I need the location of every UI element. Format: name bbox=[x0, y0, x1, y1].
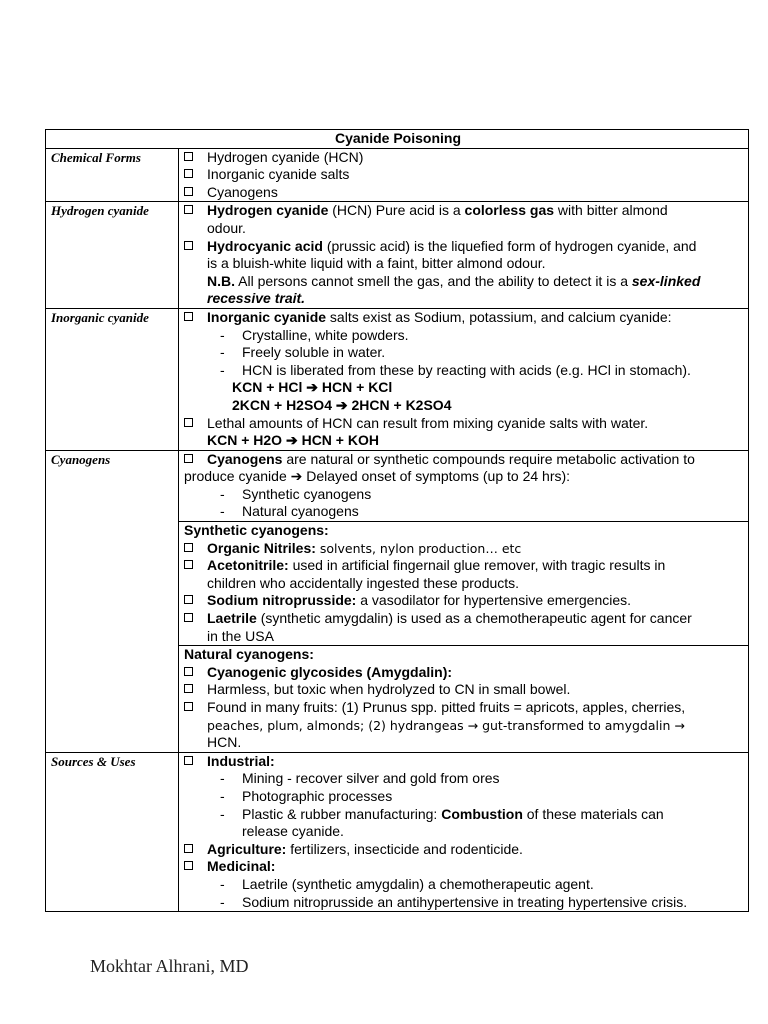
dash-item: - Sodium nitroprusside an antihypertensive in treating hypertensive crisis. bbox=[220, 893, 688, 910]
dash-item: - Synthetic cyanogens bbox=[220, 485, 372, 502]
dash-item: - Photographic processes bbox=[220, 787, 393, 804]
row-cyanogens bbox=[46, 450, 749, 521]
list-item: Agriculture: fertilizers, insecticide and rodenticide. bbox=[184, 841, 745, 859]
checkbox-bullet-icon bbox=[184, 560, 193, 569]
row-hydrogen-cyanide bbox=[46, 202, 749, 309]
content-cyanogens: Cyanogens are natural or synthetic compounds require metabolic activation to produce cyanide ➔ Delayed onset of symptoms (up to 24 hrs): - Synthetic cyanogens - Natural cyanogens bbox=[179, 450, 749, 521]
list-item: Organic Nitriles: solvents, nylon production… etc bbox=[184, 540, 745, 558]
list-item: Cyanogens are natural or synthetic compounds require metabolic activation to bbox=[184, 451, 745, 469]
list-item: Medicinal: bbox=[184, 858, 745, 876]
list-item: Hydrocyanic acid (prussic acid) is the liquefied form of hydrogen cyanide, and bbox=[184, 238, 745, 256]
list-item: Inorganic cyanide salts bbox=[184, 166, 745, 184]
list-item: Cyanogens bbox=[184, 184, 745, 202]
section-header: Synthetic cyanogens: bbox=[184, 522, 329, 539]
checkbox-bullet-icon bbox=[184, 312, 193, 321]
label-inorganic-cyanide: Inorganic cyanide bbox=[46, 308, 179, 450]
row-sources-uses bbox=[46, 752, 749, 911]
checkbox-bullet-icon bbox=[184, 844, 193, 853]
dash-item: - Laetrile (synthetic amygdalin) a chemotherapeutic agent. bbox=[220, 875, 594, 892]
row-chemical-forms bbox=[46, 148, 749, 202]
checkbox-bullet-icon bbox=[184, 454, 193, 463]
list-item: Industrial: bbox=[184, 753, 745, 771]
checkbox-bullet-icon bbox=[184, 756, 193, 765]
checkbox-bullet-icon bbox=[184, 684, 193, 693]
section-header: Natural cyanogens: bbox=[184, 646, 314, 663]
checkbox-bullet-icon bbox=[184, 613, 193, 622]
list-item: Lethal amounts of HCN can result from mixing cyanide salts with water. bbox=[184, 415, 745, 433]
list-item: Inorganic cyanide salts exist as Sodium, potassium, and calcium cyanide: bbox=[184, 309, 745, 327]
equation: KCN + H2O ➔ HCN + KOH bbox=[207, 432, 379, 449]
checkbox-bullet-icon bbox=[184, 667, 193, 676]
list-item: Hydrogen cyanide (HCN) bbox=[184, 149, 745, 167]
dash-item: - Freely soluble in water. bbox=[220, 344, 386, 361]
dash-item: - HCN is liberated from these by reacting with acids (e.g. HCl in stomach). bbox=[220, 361, 691, 378]
checkbox-bullet-icon bbox=[184, 861, 193, 870]
dash-item: - Crystalline, white powders. bbox=[220, 326, 409, 343]
checkbox-bullet-icon bbox=[184, 169, 193, 178]
list-item: Acetonitrile: used in artificial fingernail glue remover, with tragic results in bbox=[184, 557, 745, 575]
nb-note: N.B. All persons cannot smell the gas, and the ability to detect it is a sex-linked bbox=[207, 272, 701, 289]
list-item: Found in many fruits: (1) Prunus spp. pitted fruits = apricots, apples, cherries, bbox=[184, 699, 745, 717]
label-chemical-forms: Chemical Forms bbox=[46, 148, 179, 202]
equation: KCN + HCl ➔ HCN + KCl bbox=[232, 379, 393, 396]
table-title: Cyanide Poisoning bbox=[46, 130, 749, 149]
cyanide-table bbox=[45, 129, 749, 912]
list-item: Sodium nitroprusside: a vasodilator for hypertensive emergencies. bbox=[184, 592, 745, 610]
content-hydrogen-cyanide: Hydrogen cyanide (HCN) Pure acid is a colorless gas with bitter almond odour. Hydrocyanic acid (prussic acid) is the liquefied form of hydrogen cyanide, and is a bluish-white liquid with a faint, bitter almond odour. N.B. All persons cannot smell the gas, and the ability to detect it is a sex-linked recessive trait. bbox=[179, 202, 749, 309]
checkbox-bullet-icon bbox=[184, 418, 193, 427]
checkbox-bullet-icon bbox=[184, 152, 193, 161]
label-cyanogens: Cyanogens bbox=[46, 450, 179, 752]
list-item: Cyanogenic glycosides (Amygdalin): bbox=[184, 664, 745, 682]
checkbox-bullet-icon bbox=[184, 241, 193, 250]
row-inorganic-cyanide bbox=[46, 308, 749, 450]
list-item: Laetrile (synthetic amygdalin) is used as a chemotherapeutic agent for cancer bbox=[184, 610, 745, 628]
checkbox-bullet-icon bbox=[184, 702, 193, 711]
list-item: Hydrogen cyanide (HCN) Pure acid is a colorless gas with bitter almond bbox=[184, 202, 745, 220]
list-item: Harmless, but toxic when hydrolyzed to CN in small bowel. bbox=[184, 681, 745, 699]
content-synthetic-cyanogens: Synthetic cyanogens: Organic Nitriles: solvents, nylon production… etc Acetonitrile: used in artificial fingernail glue remover, with tragic results in children who accidentally ingested these products. Sodium nitroprusside: a vasodilator for hypertensive emergencies. Laetrile (synthetic amygdalin) is used as a chemotherapeutic agent for cancer in the USA bbox=[179, 522, 749, 646]
dash-item: - Mining - recover silver and gold from ores bbox=[220, 770, 500, 787]
content-inorganic-cyanide bbox=[179, 308, 749, 450]
equation: 2KCN + H2SO4 ➔ 2HCN + K2SO4 bbox=[232, 396, 452, 413]
content-chemical-forms bbox=[179, 148, 749, 202]
checkbox-bullet-icon bbox=[184, 543, 193, 552]
checkbox-bullet-icon bbox=[184, 205, 193, 214]
author-footer: Mokhtar Alhrani, MD bbox=[90, 956, 249, 976]
label-sources-uses: Sources & Uses bbox=[46, 752, 179, 911]
label-hydrogen-cyanide: Hydrogen cyanide bbox=[46, 202, 179, 309]
dash-item: - Plastic & rubber manufacturing: Combustion of these materials can bbox=[220, 805, 664, 822]
checkbox-bullet-icon bbox=[184, 595, 193, 604]
content-sources-uses: Industrial: - Mining - recover silver and gold from ores - Photographic processes - Plastic & rubber manufacturing: Combustion of these materials can release cyanide. Agriculture: fertilizers, insecticide and rodenticide. Medicinal: - Laetrile (synthetic amygdalin) a chemotherapeutic agent. - Sodium nitroprusside an antihypertensive in treating hypertensive crisis. bbox=[179, 752, 749, 911]
dash-item: - Natural cyanogens bbox=[220, 503, 359, 520]
checkbox-bullet-icon bbox=[184, 187, 193, 196]
content-natural-cyanogens: Natural cyanogens: Cyanogenic glycosides (Amygdalin): Harmless, but toxic when hydrolyzed to CN in small bowel. Found in many fruits: (1) Prunus spp. pitted fruits = apricots, apples, cherries, peaches, plum, almonds; (2) hydrangeas → gut-transformed to amygdalin → HCN. bbox=[179, 646, 749, 753]
